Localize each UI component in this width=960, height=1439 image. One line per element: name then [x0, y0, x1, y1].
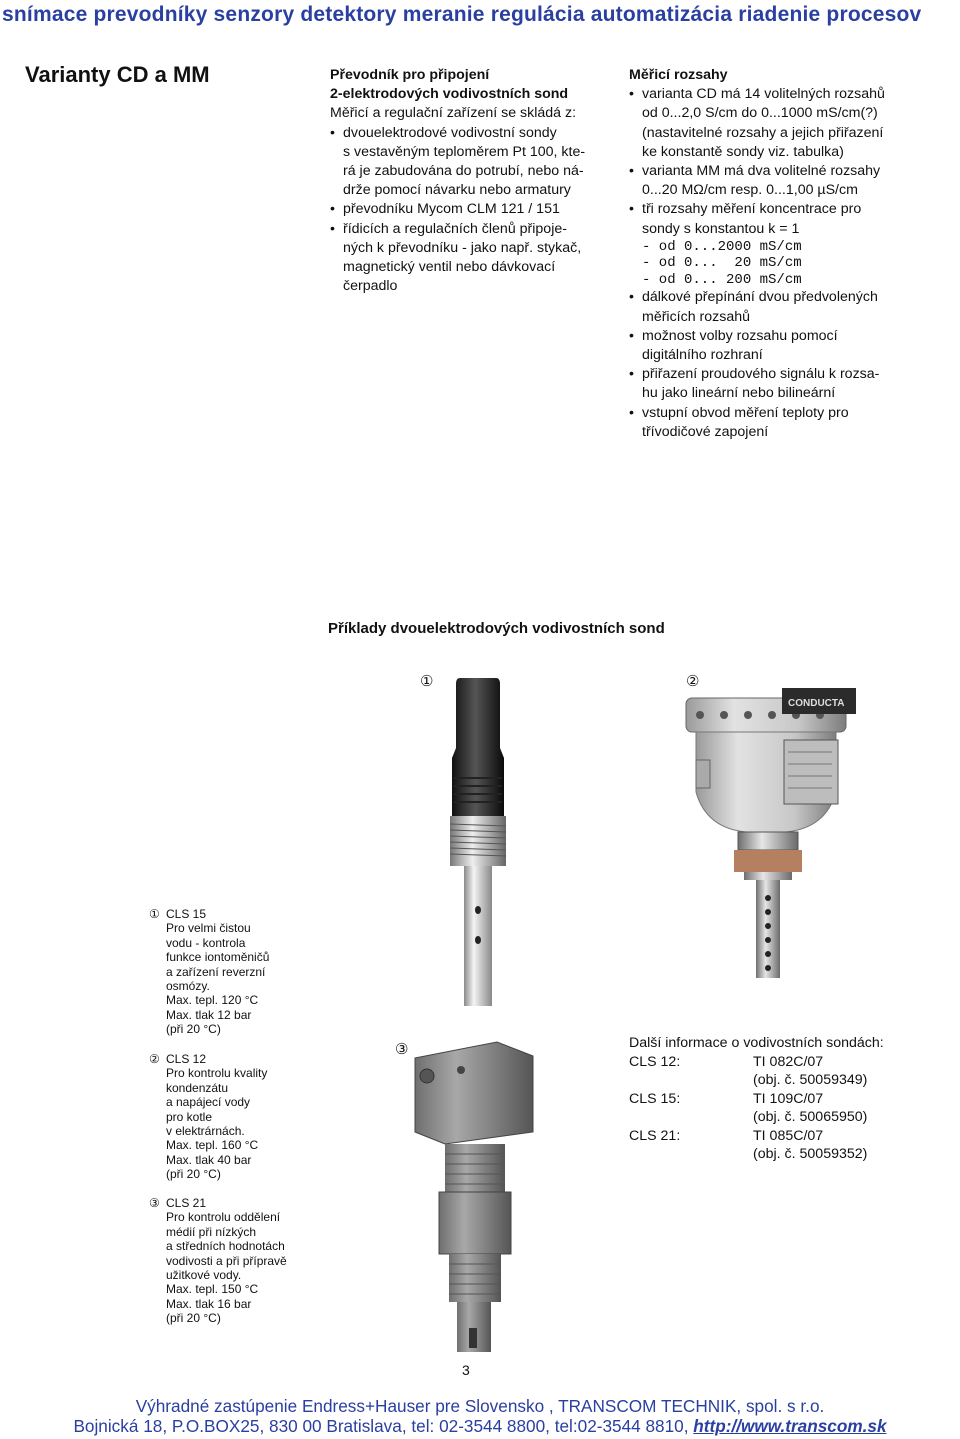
line: • převodníku Mycom CLM 121 / 151: [343, 201, 560, 218]
caption-number: ②: [149, 1052, 160, 1066]
list-item: [330, 124, 612, 201]
line: měřicích rozsahů: [642, 308, 751, 325]
line: s vestavěným teploměrem Pt 100, kte-: [343, 143, 586, 160]
list-item: [629, 288, 935, 326]
info-doc: TI 082C/07: [753, 1053, 824, 1070]
caption-line: Pro kontrolu kvality: [166, 1066, 268, 1081]
caption-line: (při 20 °C): [166, 1311, 221, 1326]
caption-line: Max. tlak 12 bar: [166, 1007, 252, 1022]
website-link[interactable]: http://www.transcom.sk: [693, 1416, 887, 1436]
range-list: [629, 85, 935, 239]
further-info: [629, 1034, 929, 1164]
range-line: - od 0... 20 mS/cm: [642, 255, 802, 272]
caption-number: ③: [149, 1196, 160, 1210]
line: hu jako lineární nebo bilineární: [642, 385, 836, 402]
list-item: [330, 220, 612, 297]
line: • přiřazení proudového signálu k rozsa-: [642, 366, 880, 383]
line: magnetický ventil nebo dávkovací: [343, 259, 556, 276]
caption-title: CLS 12: [166, 1052, 207, 1066]
examples-heading: Příklady dvouelektrodových vodivostních sond: [328, 620, 665, 637]
caption-heading: [149, 907, 316, 921]
caption-line: užitkové vody.: [166, 1268, 242, 1283]
list-item: [629, 327, 935, 365]
caption-line: vodivosti a při přípravě: [166, 1253, 287, 1268]
caption-cls12: [149, 1052, 316, 1182]
section-heading: Převodník pro připojení: [330, 67, 490, 83]
line: 0...20 MΩ/cm resp. 0...1,00 µS/cm: [642, 182, 858, 199]
cls12-sensor-image: [676, 680, 856, 980]
footer-line-1: Výhradné zastúpenie Endress+Hauser pre Slovensko , TRANSCOM TECHNIK, spol. s r.o.: [135, 1396, 825, 1416]
info-order: (obj. č. 50059352): [753, 1146, 868, 1162]
caption-line: funkce iontoměničů: [166, 950, 270, 965]
caption-line: Max. tepl. 160 °C: [166, 1138, 259, 1153]
line: digitálního rozhraní: [642, 346, 763, 363]
caption-line: médií při nízkých: [166, 1224, 257, 1239]
info-row: [629, 1053, 929, 1072]
caption-title: CLS 21: [166, 1196, 207, 1210]
line: ných k převodníku - jako např. stykač,: [343, 239, 582, 256]
footer-line-2: [0, 1416, 960, 1437]
line: ke konstantě sondy viz. tabulka): [642, 143, 844, 160]
caption-line: Max. tlak 16 bar: [166, 1296, 252, 1311]
info-row: [629, 1127, 929, 1146]
info-label: CLS 12:: [629, 1053, 681, 1070]
info-row: [629, 1071, 929, 1090]
range-line: - od 0...2000 mS/cm: [642, 238, 802, 255]
info-doc: TI 109C/07: [753, 1090, 824, 1107]
list-item: [629, 200, 935, 238]
caption-cls21: [149, 1196, 316, 1326]
section-heading: 2-elektrodových vodivostních sond: [330, 86, 569, 103]
cls15-sensor-image: [438, 678, 518, 1008]
caption-line: v elektrárnách.: [166, 1124, 245, 1139]
info-label: CLS 21:: [629, 1127, 681, 1144]
feature-list: [629, 288, 935, 442]
converter-description: [330, 66, 612, 296]
range-line: - od 0... 200 mS/cm: [642, 271, 802, 288]
list-item: [330, 200, 612, 219]
caption-line: a zařízení reverzní: [166, 964, 266, 979]
caption-title: CLS 15: [166, 907, 207, 921]
caption-line: (při 20 °C): [166, 1022, 221, 1037]
info-row: [629, 1145, 929, 1164]
caption-line: pro kotle: [166, 1109, 213, 1124]
line: čerpadlo: [343, 278, 398, 295]
measuring-ranges: [629, 66, 935, 442]
list-item: [629, 404, 935, 442]
caption-line: osmózy.: [166, 979, 210, 994]
marker-3: ③: [395, 1041, 409, 1058]
line: od 0...2,0 S/cm do 0...1000 mS/cm(?): [642, 105, 878, 122]
caption-line: Max. tepl. 120 °C: [166, 993, 259, 1008]
caption-line: a napájecí vody: [166, 1095, 251, 1110]
info-heading: Další informace o vodivostních sondách:: [629, 1035, 884, 1051]
section-heading: Měřicí rozsahy: [629, 67, 728, 83]
list-item: [629, 162, 935, 200]
caption-heading: [149, 1196, 316, 1210]
line: sondy s konstantou k = 1: [642, 220, 800, 237]
page-title: Varianty CD a MM: [25, 62, 210, 87]
caption-line: Pro velmi čistou: [166, 921, 251, 936]
line: • vstupní obvod měření teploty pro: [642, 404, 849, 421]
info-doc: TI 085C/07: [753, 1127, 824, 1144]
line: • možnost volby rozsahu pomocí: [642, 327, 838, 344]
caption-cls15: [149, 907, 316, 1037]
info-order: (obj. č. 50065950): [753, 1109, 868, 1125]
line: • řídicích a regulačních členů připoje-: [343, 220, 567, 237]
caption-line: a středních hodnotách: [166, 1239, 285, 1254]
footer-address: Bojnická 18, P.O.BOX25, 830 00 Bratislava, tel: 02-3544 8800, tel:02-3544 8810,: [73, 1416, 689, 1436]
line: (nastavitelné rozsahy a jejich přiřazení: [642, 124, 884, 141]
caption-heading: [149, 1052, 316, 1066]
line: • dálkové přepínání dvou předvolených: [642, 289, 878, 306]
component-list: [330, 124, 612, 297]
page-number: 3: [462, 1362, 470, 1378]
list-item: [629, 365, 935, 403]
line: • dvouelektrodové vodivostní sondy: [343, 124, 557, 141]
cls21-sensor-image: [405, 1036, 565, 1354]
line: drže pomocí návarku nebo armatury: [343, 182, 571, 199]
info-row: [629, 1090, 929, 1109]
caption-line: Pro kontrolu oddělení: [166, 1210, 281, 1225]
list-item: [629, 85, 935, 162]
caption-line: Max. tepl. 150 °C: [166, 1282, 259, 1297]
intro-text: Měřicí a regulační zařízení se skládá z:: [330, 105, 577, 122]
caption-line: kondenzátu: [166, 1080, 229, 1095]
caption-line: (při 20 °C): [166, 1167, 221, 1182]
marker-2: ②: [686, 673, 700, 690]
line: • varianta CD má 14 volitelných rozsahů: [642, 86, 885, 103]
line: rá je zabudována do potrubí, nebo ná-: [343, 163, 584, 180]
product-label: CONDUCTA: [788, 698, 845, 709]
header-banner: snímace prevodníky senzory detektory meranie regulácia automatizácia riadenie procesov: [0, 0, 960, 30]
line: třívodičové zapojení: [642, 423, 769, 440]
marker-1: ①: [420, 673, 434, 690]
info-label: CLS 15:: [629, 1090, 681, 1107]
line: • varianta MM má dva volitelné rozsahy: [642, 163, 881, 180]
info-row: [629, 1108, 929, 1127]
caption-line: vodu - kontrola: [166, 935, 246, 950]
caption-line: Max. tlak 40 bar: [166, 1152, 252, 1167]
line: • tři rozsahy měření koncentrace pro: [642, 201, 862, 218]
info-order: (obj. č. 50059349): [753, 1072, 868, 1088]
caption-number: ①: [149, 907, 160, 921]
